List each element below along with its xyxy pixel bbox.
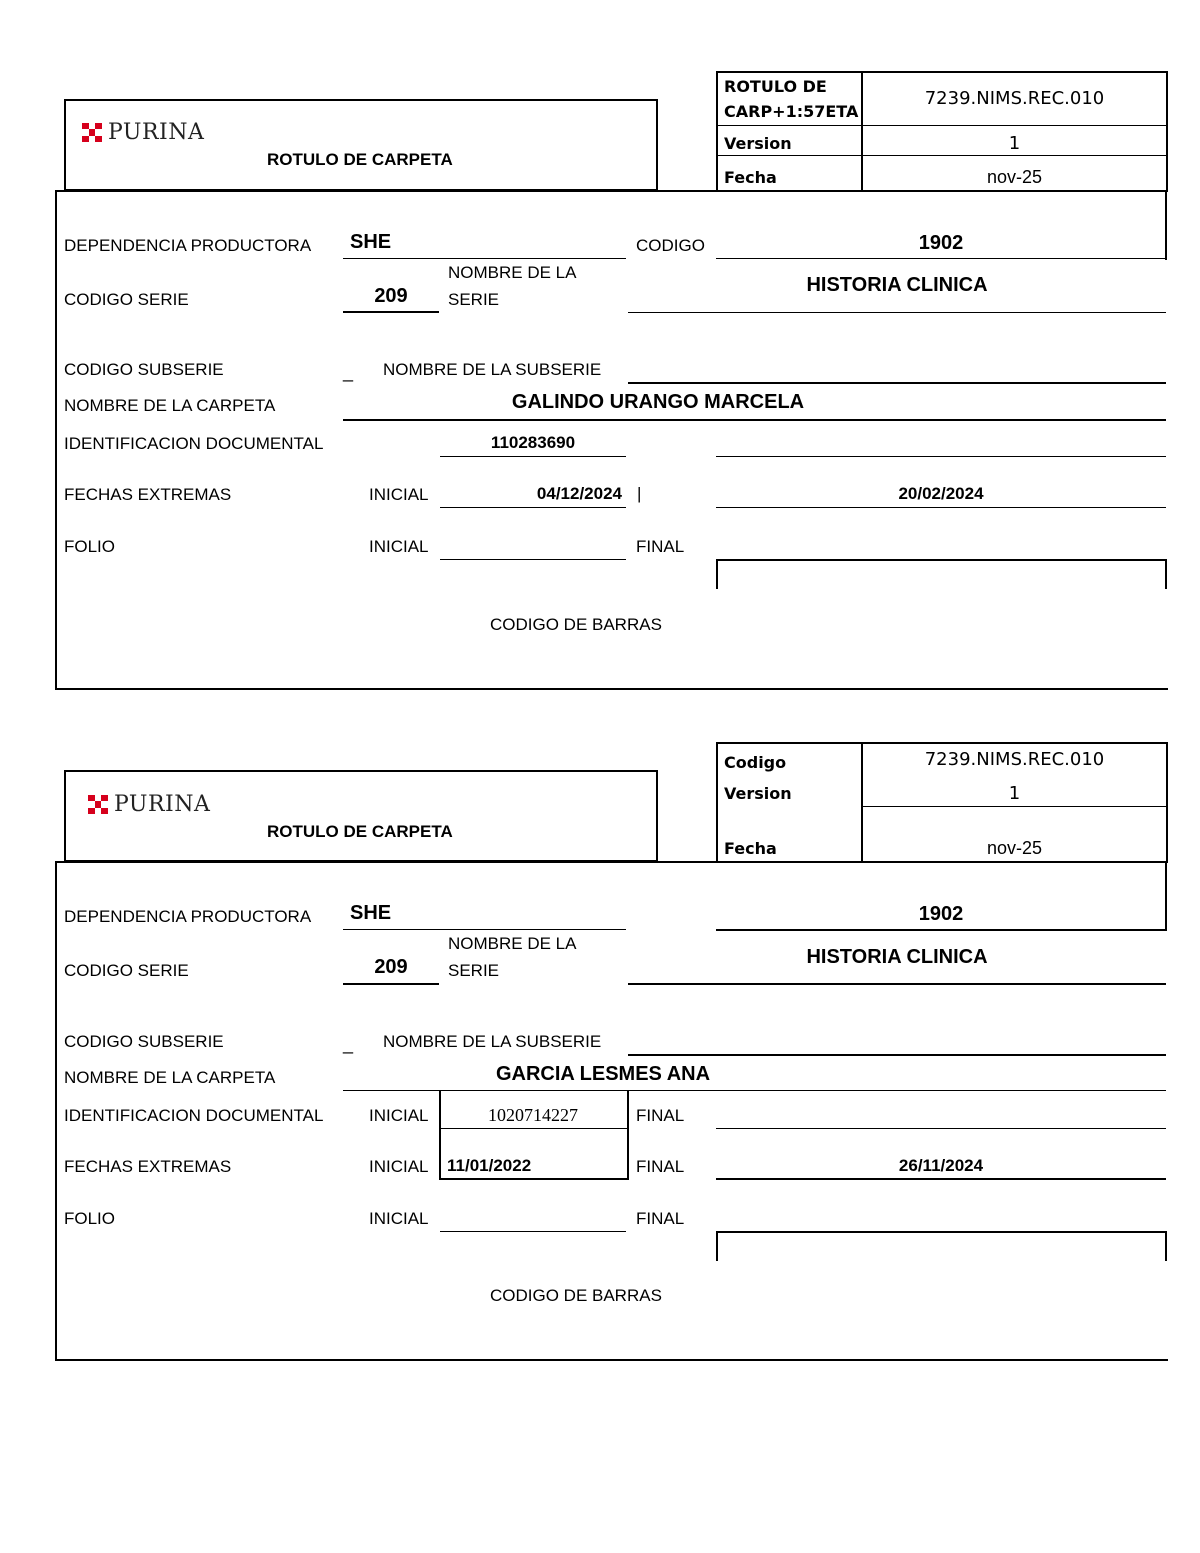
codigo-serie-value: 209: [374, 956, 408, 978]
fecha-final-label: FINAL: [636, 1157, 685, 1176]
folio-label: FOLIO: [64, 537, 116, 556]
nombre-serie-underline: [628, 312, 1166, 313]
body-top-border: [55, 861, 1168, 863]
header-row-line: [716, 125, 1168, 126]
codigo-serie-underline: [343, 311, 439, 313]
folio-final-underline: [716, 1231, 1166, 1233]
dependencia-value: SHE: [350, 902, 392, 924]
codigo-subserie-label: CODIGO SUBSERIE: [64, 360, 224, 379]
folio-label: FOLIO: [64, 1209, 116, 1228]
header-version-value: 1: [1008, 783, 1021, 804]
checkerboard-icon: [88, 795, 108, 815]
pipe-separator: |: [637, 484, 642, 503]
barcode-box-left: [716, 1231, 718, 1261]
folio-inicial-underline: [440, 1231, 626, 1232]
dependencia-label: DEPENDENCIA PRODUCTORA: [64, 236, 312, 255]
nombre-serie-label-2: SERIE: [448, 961, 500, 980]
identificacion-label: IDENTIFICACION DOCUMENTAL: [64, 1106, 324, 1125]
nombre-subserie-label: NOMBRE DE LA SUBSERIE: [383, 360, 602, 379]
checkerboard-icon: [82, 123, 102, 143]
body-left-border: [55, 190, 57, 690]
purina-logo: [88, 792, 210, 817]
barcode-box-right: [1165, 1231, 1167, 1261]
identificacion-label: IDENTIFICACION DOCUMENTAL: [64, 434, 324, 453]
fechas-extremas-label: FECHAS EXTREMAS: [64, 1157, 232, 1176]
header-code-value: 7239.NIMS.REC.010: [924, 749, 1105, 770]
barcode-box-left: [716, 559, 718, 589]
folio-inicial-underline: [440, 559, 626, 560]
subserie-dash: _: [343, 1034, 354, 1054]
codigo-label: CODIGO: [636, 236, 705, 255]
codigo-barras-label: CODIGO DE BARRAS: [490, 1286, 662, 1305]
codigo-value: 1902: [918, 232, 964, 254]
nombre-carpeta-label: NOMBRE DE LA CARPETA: [64, 396, 276, 415]
header-fecha-value: nov-25: [986, 838, 1043, 858]
codigo-serie-label: CODIGO SERIE: [64, 961, 189, 980]
identificacion-final-underline: [716, 456, 1166, 457]
dependencia-underline: [343, 258, 626, 259]
nombre-serie-label-2: SERIE: [448, 290, 500, 309]
fecha-final-underline: [716, 1178, 1166, 1180]
fecha-final-value: 26/11/2024: [898, 1156, 984, 1175]
folio-final-underline: [716, 559, 1166, 561]
dependencia-label: DEPENDENCIA PRODUCTORA: [64, 907, 312, 926]
header-label-fecha: Fecha: [724, 168, 777, 187]
nombre-carpeta-value: GALINDO URANGO MARCELA: [511, 391, 805, 413]
fecha-final-value: 20/02/2024: [898, 484, 984, 503]
codigo-underline: [716, 929, 1166, 931]
header-row-line: [861, 806, 1168, 807]
page-title: ROTULO DE CARPETA: [267, 822, 453, 841]
subserie-dash: _: [343, 362, 354, 382]
folio-inicial-label: INICIAL: [369, 1209, 429, 1228]
codigo-underline: [716, 258, 1166, 259]
dependencia-underline: [343, 929, 626, 930]
header-label-version: Version: [724, 784, 792, 803]
page-title: ROTULO DE CARPETA: [267, 150, 453, 169]
header-label-version: Version: [724, 134, 792, 153]
nombre-carpeta-underline: [343, 419, 1166, 421]
nombre-carpeta-value: GARCIA LESMES ANA: [495, 1063, 711, 1085]
barcode-box-right: [1165, 559, 1167, 589]
header-row-line: [716, 155, 1168, 156]
purina-logo: [82, 120, 204, 145]
codigo-barras-label: CODIGO DE BARRAS: [490, 615, 662, 634]
nombre-serie-label-1: NOMBRE DE LA: [448, 263, 577, 282]
codigo-subserie-label: CODIGO SUBSERIE: [64, 1032, 224, 1051]
fecha-inicial-underline: [440, 507, 626, 508]
body-bottom-border: [55, 688, 1168, 690]
identificacion-inicial-separator: [439, 1128, 629, 1129]
header-fecha-value: nov-25: [986, 167, 1043, 187]
nombre-serie-value: HISTORIA CLINICA: [806, 274, 988, 296]
body-bottom-border: [55, 1359, 1168, 1361]
identificacion-inicial-label: INICIAL: [369, 1106, 429, 1125]
folio-final-label: FINAL: [636, 1209, 685, 1228]
header-version-value: 1: [1008, 133, 1021, 154]
nombre-serie-underline: [628, 983, 1166, 985]
dependencia-value: SHE: [350, 231, 392, 253]
logo-text: PURINA: [108, 120, 205, 145]
folio-inicial-label: INICIAL: [369, 537, 429, 556]
title-box: [64, 99, 658, 191]
header-label-fecha: Fecha: [724, 839, 777, 858]
logo-text: PURINA: [114, 792, 211, 817]
fecha-inicial-value: 04/12/2024: [536, 484, 622, 503]
subserie-underline: [628, 382, 1166, 384]
body-left-border: [55, 861, 57, 1361]
subserie-underline: [628, 1054, 1166, 1056]
header-code-value: 7239.NIMS.REC.010: [924, 88, 1105, 109]
fechas-extremas-label: FECHAS EXTREMAS: [64, 485, 232, 504]
fecha-inicial-label: INICIAL: [369, 485, 429, 504]
codigo-serie-underline: [343, 983, 439, 985]
identificacion-final-label: FINAL: [636, 1106, 685, 1125]
identificacion-underline: [440, 456, 626, 457]
codigo-value: 1902: [918, 903, 964, 925]
header-label-code: Codigo: [724, 753, 787, 772]
body-top-border: [55, 190, 1168, 192]
header-label-code-2: CARP+1:57ETA: [724, 102, 859, 121]
identificacion-value: 110283690: [490, 433, 576, 452]
fecha-inicial-value: 11/01/2022: [447, 1156, 532, 1175]
nombre-carpeta-label: NOMBRE DE LA CARPETA: [64, 1068, 276, 1087]
fecha-final-underline: [716, 507, 1166, 508]
header-label-code: ROTULO DE: [724, 77, 827, 96]
identificacion-value: 1020714227: [488, 1105, 578, 1125]
codigo-serie-label: CODIGO SERIE: [64, 290, 189, 309]
nombre-serie-label-1: NOMBRE DE LA: [448, 934, 577, 953]
nombre-subserie-label: NOMBRE DE LA SUBSERIE: [383, 1032, 602, 1051]
folio-final-label: FINAL: [636, 537, 685, 556]
identificacion-final-underline: [716, 1128, 1166, 1129]
fecha-inicial-label: INICIAL: [369, 1157, 429, 1176]
codigo-serie-value: 209: [374, 285, 408, 307]
nombre-serie-value: HISTORIA CLINICA: [806, 946, 988, 968]
